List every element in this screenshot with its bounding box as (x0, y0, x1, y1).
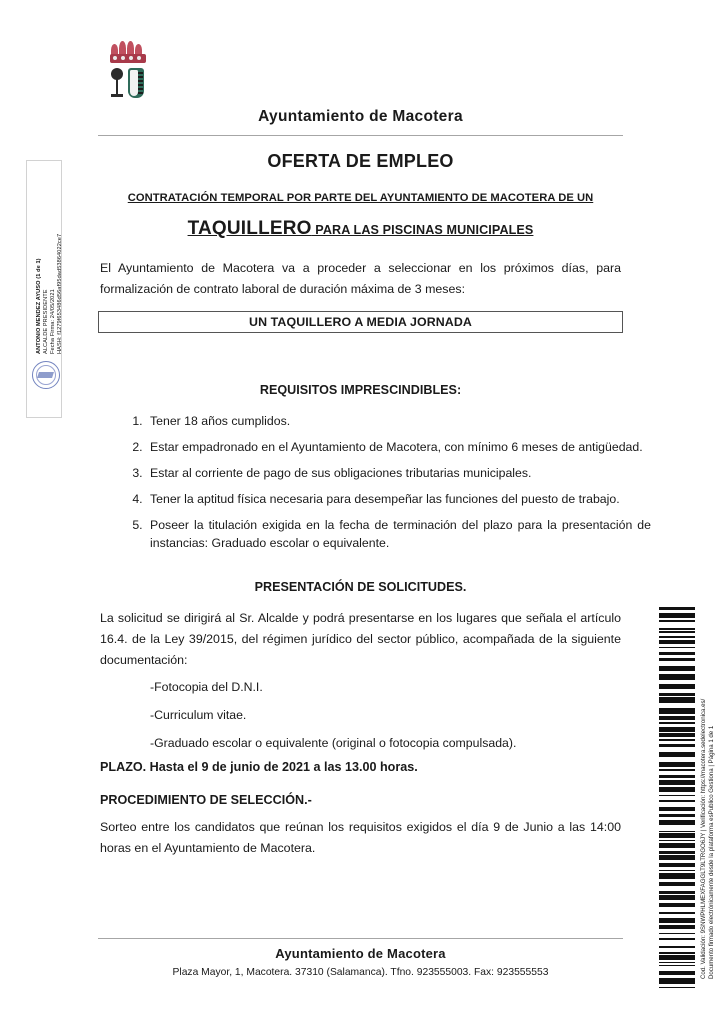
signer-role: ALCALDE PRESIDENTE (43, 289, 49, 354)
signature-hash: HASH: f1279f653486d56af95dad53864022ce7 (57, 233, 63, 354)
presentation-heading: PRESENTACIÓN DE SOLICITUDES. (254, 580, 467, 594)
offer-subtitle-text: CONTRATACIÓN TEMPORAL POR PARTE DEL AYUNTAMIENTO DE MACOTERA DE UN (127, 192, 594, 204)
list-item: 3. Estar al corriente de pago de sus obligaciones tributarias municipales. (146, 464, 651, 482)
procedure-heading: PROCEDIMIENTO DE SELECCIÓN.- (100, 793, 312, 807)
list-item: 4. Tener la aptitud física necesaria para desempeñar las funciones del puesto de trabajo. (146, 490, 651, 508)
page-title: Ayuntamiento de Macotera (258, 108, 463, 125)
presentation-paragraph: La solicitud se dirigirá al Sr. Alcalde y podrá presentarse en los lugares que señala el artículo 16.4. de la Ley 39/2015, del régimen jurídico del sector público, acompañada de la siguiente documentación: (100, 611, 621, 667)
highlight-box-text: UN TAQUILLERO A MEDIA JORNADA (249, 315, 472, 329)
footer-divider (98, 938, 623, 939)
coat-of-arms-icon (106, 38, 156, 100)
offer-subtitle (98, 192, 623, 204)
list-item: 2. Estar empadronado en el Ayuntamiento de Macotera, con mínimo 6 meses de antigüedad. (146, 438, 651, 456)
list-item: -Curriculum vitae. (150, 708, 247, 722)
validation-code-line: Cod. Validación: 9SNWPHLMEXFAGGLT9LTRGO6JY | Verificación: https://macotera.sedelectronica.es/ (700, 698, 707, 979)
procedure-paragraph: Sorteo entre los candidatos que reúnan los requisitos exigidos el día 9 de Junio a las 14:00 horas en el Ayuntamiento de Macotera. (100, 820, 621, 855)
signature-date: Fecha Firma: 24/05/2021 (50, 289, 56, 354)
list-item: 1. Tener 18 años cumplidos. (146, 412, 651, 430)
offer-title: OFERTA DE EMPLEO (267, 151, 454, 171)
requirements-list (116, 412, 651, 560)
verification-metadata (697, 615, 721, 985)
required-documents-list (150, 673, 620, 757)
signature-metadata (27, 161, 63, 361)
list-item: -Graduado escolar o equivalente (original o fotocopia compulsada). (150, 736, 517, 750)
barcode-icon (659, 607, 695, 988)
role-heading (98, 218, 623, 240)
signer-name: ANTONIO MENDEZ AYUSO (1 de 1) (36, 258, 42, 354)
role-qualifier: PARA LAS PISCINAS MUNICIPALES (311, 223, 534, 237)
deadline-text: PLAZO. Hasta el 9 de junio de 2021 a las 13.00 horas. (100, 760, 418, 774)
signature-platform-line: Documento firmado electrónicamente desde la plataforma esPublico Gestiona | Página 1 de 1 (708, 725, 715, 979)
intro-paragraph: El Ayuntamiento de Macotera va a proceder a seleccionar en los próximos días, para formalización de contrato laboral de duración máxima de 3 meses: (100, 261, 621, 296)
list-item: -Fotocopia del D.N.I. (150, 680, 263, 694)
signature-seal-icon (32, 361, 60, 389)
requirements-heading: REQUISITOS IMPRESCINDIBLES: (259, 383, 462, 397)
header-divider (98, 135, 623, 136)
list-item: 5. Poseer la titulación exigida en la fecha de terminación del plazo para la presentación de instancias: Graduado escolar o equivalente. (146, 516, 651, 552)
signature-sidebar (26, 160, 62, 418)
footer-address: Plaza Mayor, 1, Macotera. 37310 (Salamanca). Tfno. 923555003. Fax: 923555553 (172, 967, 549, 978)
role-name: TAQUILLERO (187, 218, 312, 239)
highlight-box (98, 311, 623, 333)
footer-title: Ayuntamiento de Macotera (275, 946, 446, 961)
